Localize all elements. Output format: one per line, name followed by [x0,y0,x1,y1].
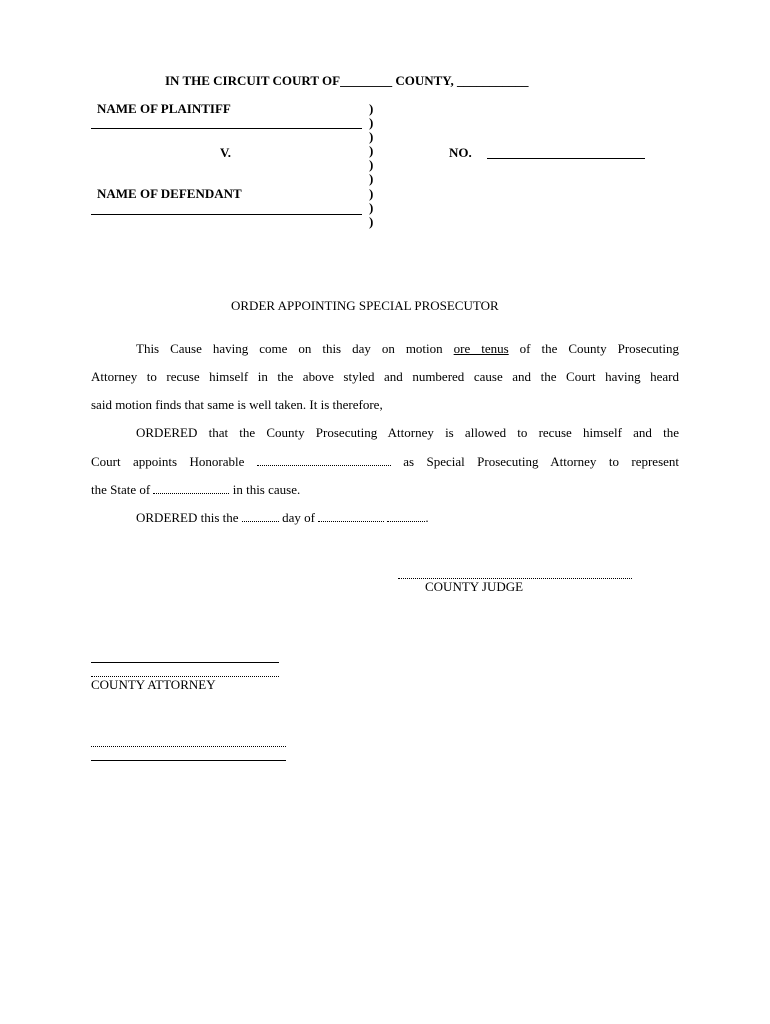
body-line: Court appoints Honorable as Special Prosecuting Attorney to represent [91,454,680,469]
caption-paren: ) [369,143,374,158]
day-blank [242,509,279,522]
body-line: This Cause having come on this day on motion ore tenus of the County Prosecuting [136,341,679,356]
extra-signature-line [91,760,286,761]
document-title: ORDER APPOINTING SPECIAL PROSECUTOR [231,298,499,313]
caption-paren: ) [369,101,374,116]
year-blank [387,509,425,522]
body-line: ORDERED this the day of . [136,510,429,525]
state-blank [153,481,229,494]
attorney-signature-line [91,662,279,663]
defendant-label: NAME OF DEFENDANT [97,186,242,201]
county-blank: ___________ [457,73,529,88]
versus-label: V. [220,145,231,160]
body-line: ORDERED that the County Prosecuting Attorney is allowed to recuse himself and the [136,425,679,440]
ore-tenus: ore tenus [453,341,509,356]
plaintiff-label: NAME OF PLAINTIFF [97,101,231,116]
caption-paren: ) [369,200,374,215]
court-name-blank: ________ [340,73,393,88]
caption-paren: ) [369,157,374,172]
court-heading [165,73,529,89]
defendant-name-line [91,214,362,215]
caption-paren: ) [369,214,374,229]
caption-paren: ) [369,115,374,130]
county-label: COUNTY, [395,73,454,88]
attorney-signature-label: COUNTY ATTORNEY [91,677,216,692]
plaintiff-name-line [91,128,362,129]
case-number-label: NO. [449,145,472,160]
caption-paren: ) [369,186,374,201]
body-line: Attorney to recuse himself in the above styled and numbered cause and the Court having heard [91,369,679,384]
judge-signature-label: COUNTY JUDGE [425,579,524,594]
honorable-name-blank [257,453,391,466]
extra-signature-line [91,746,286,747]
month-blank [318,509,384,522]
body-line: said motion finds that same is well taken. It is therefore, [91,397,383,412]
caption-paren: ) [369,171,374,186]
caption-paren: ) [369,129,374,144]
body-line: the State of in this cause. [91,482,301,497]
court-prefix: IN THE CIRCUIT COURT OF [165,73,341,88]
case-number-line [487,158,645,159]
